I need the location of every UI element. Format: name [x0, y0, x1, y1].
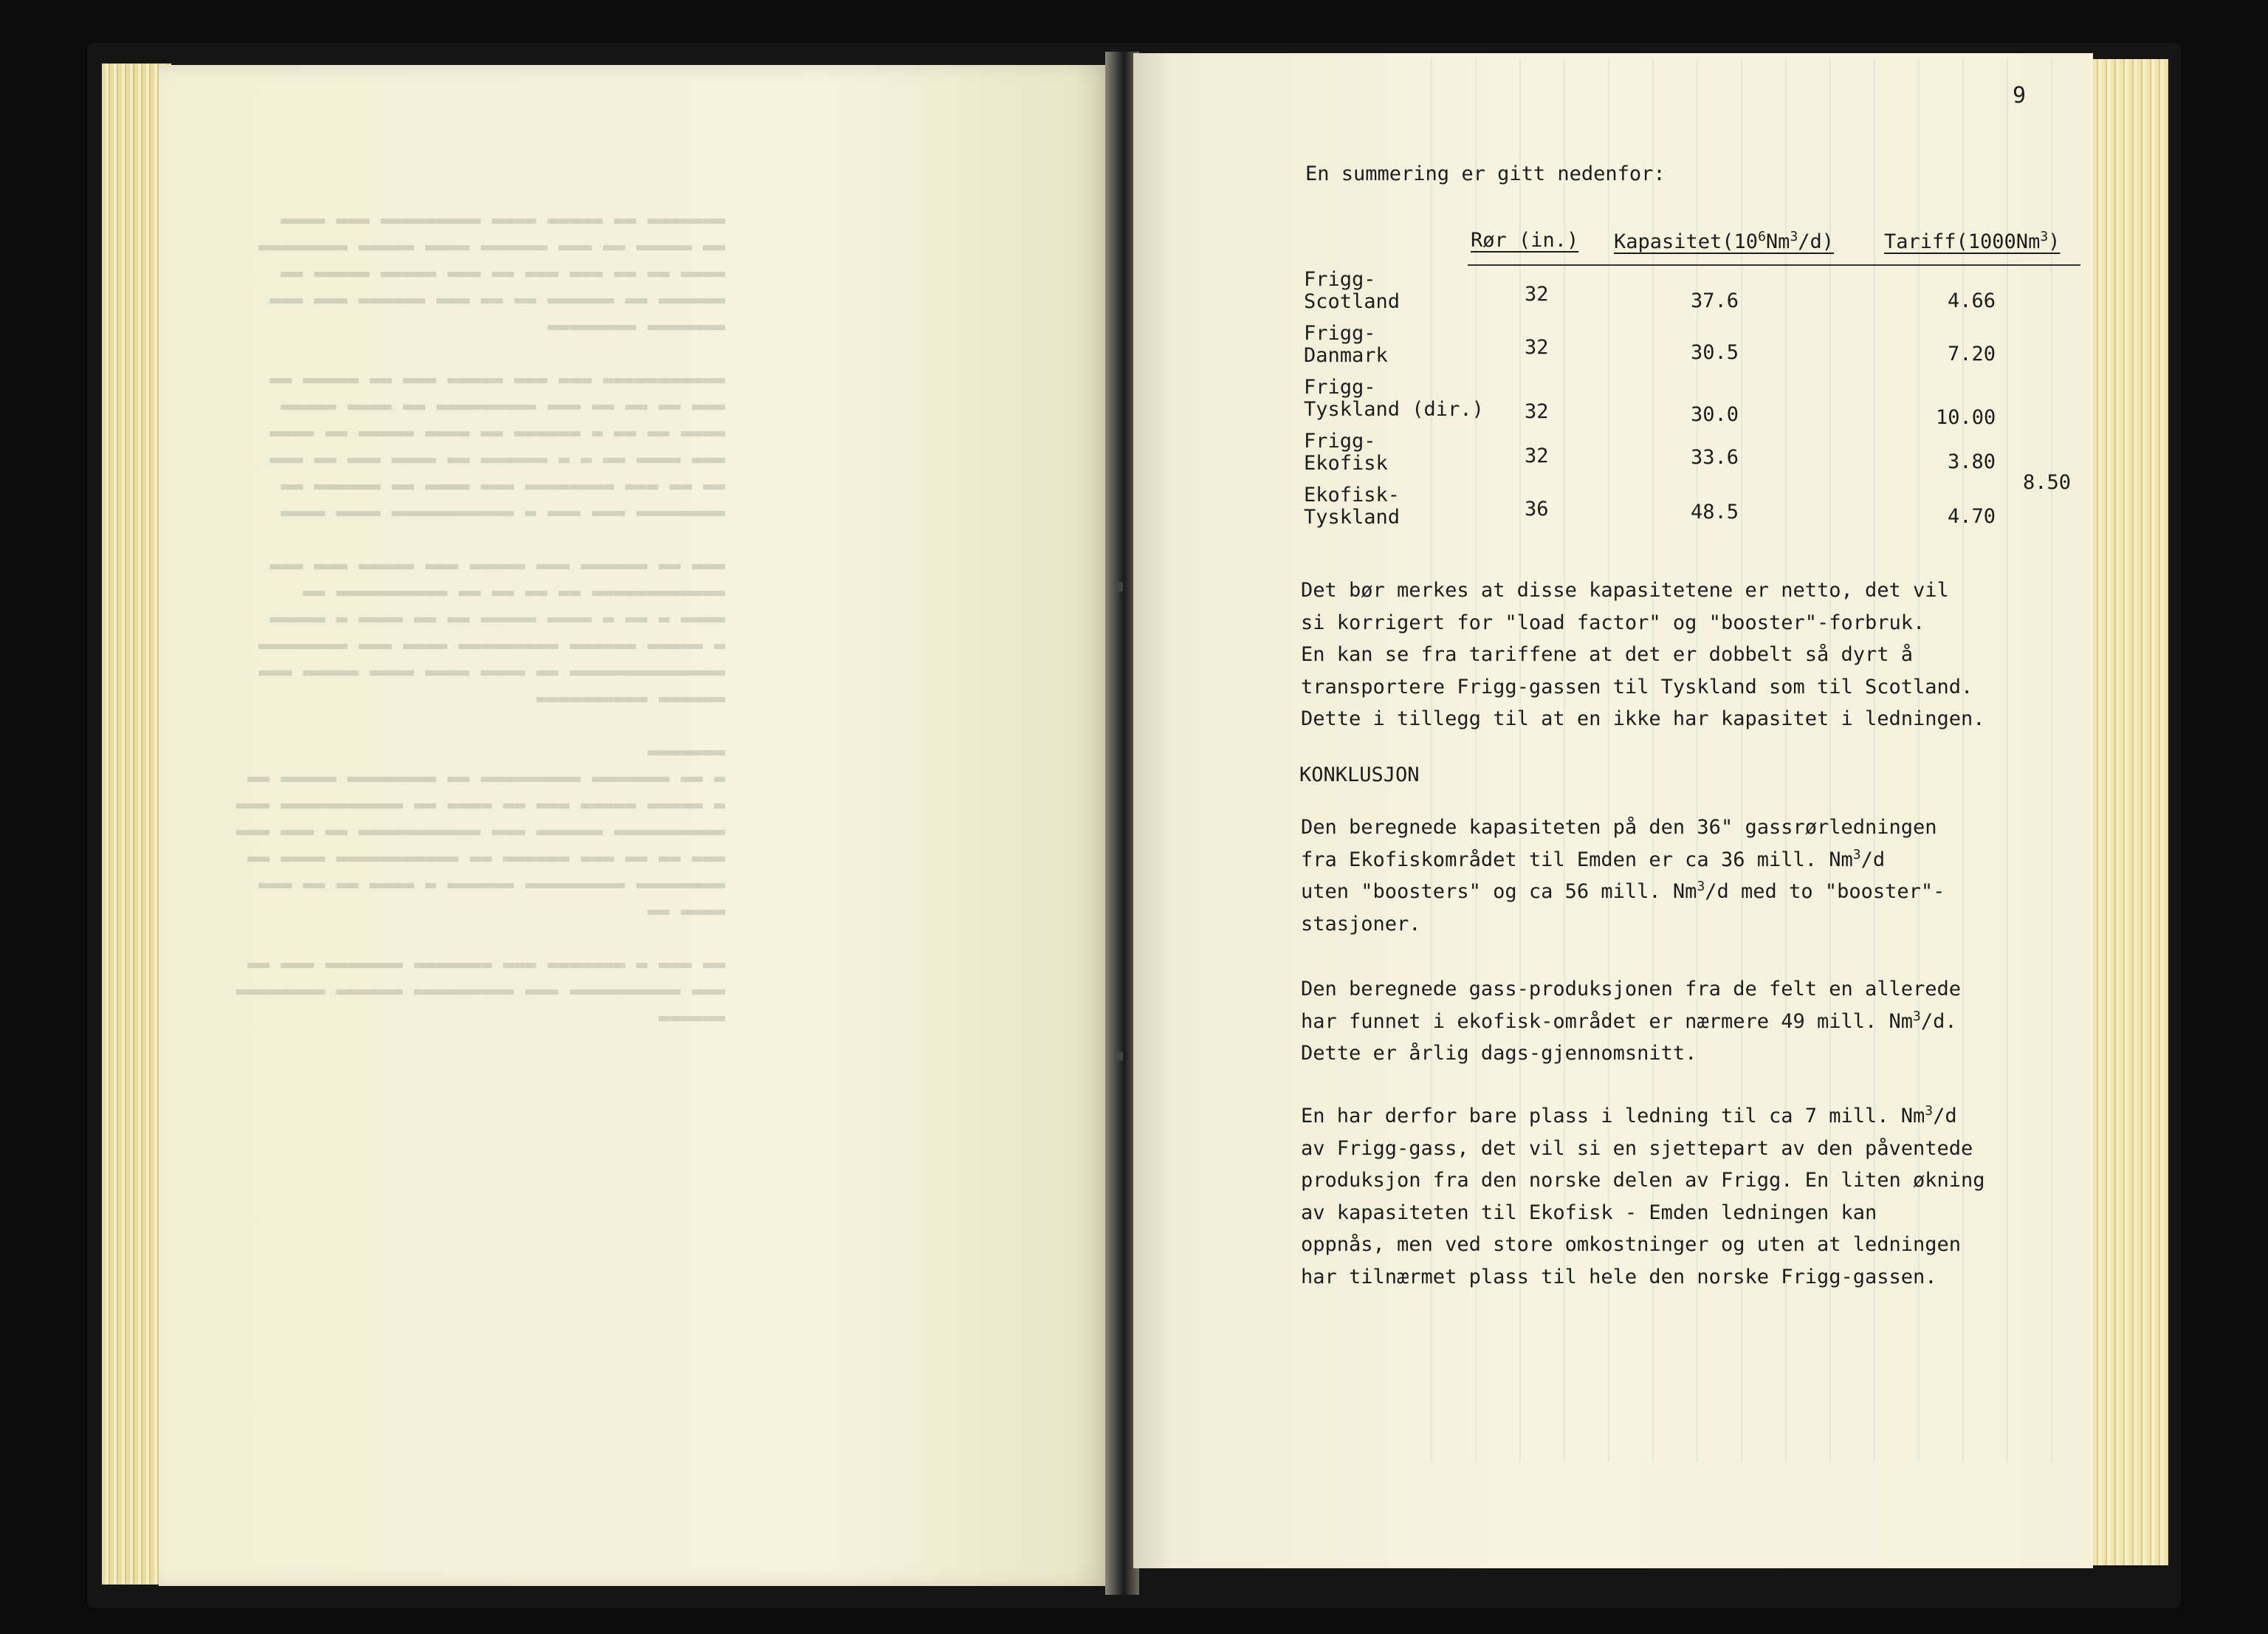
paragraph-produksjon: Den beregnede gass-produksjonen fra de felt en allerede har funnet i ekofisk-området er nærmere 49 mill. Nm$^3$/d. Dette er årlig dags-gjennomsnitt.: [1301, 978, 1962, 1065]
cell-kapasitet: 33.6: [1691, 446, 1739, 469]
margin-note: 8.50: [2023, 471, 2072, 494]
intro-line: En summering er gitt nedenfor:: [1305, 162, 1666, 185]
binding-hole: [1116, 582, 1123, 591]
cell-ror: 36: [1525, 498, 1549, 521]
row-label: Frigg- Danmark: [1304, 322, 1388, 367]
heading-konklusjon: KONKLUSJON: [1299, 763, 1420, 786]
row-label: Frigg- Tyskland (dir.): [1304, 376, 1484, 421]
cell-tariff: 7.20: [1948, 343, 1996, 365]
cell-kapasitet: 48.5: [1691, 501, 1739, 524]
header-tariff: Tariff(1000Nm$^3$): [1884, 229, 2061, 253]
row-label: Frigg- Scotland: [1304, 268, 1401, 313]
cell-ror: 32: [1525, 283, 1549, 306]
paragraph-netto: Det bør merkes at disse kapasitetene er netto, det vil si korrigert for "load factor" og "booster"-forbruk. En kan se fra tariffene at det er dobbelt så dyrt å transportere Frigg-gassen til Tyskland som til Scotland. Dette i tillegg til at en ikke har kapasitet i ledningen.: [1301, 579, 1985, 730]
paragraph-kapasitet: Den beregnede kapasiteten på den 36" gassrørledningen fra Ekofiskområdet til Emden er ca 36 mill. Nm$^3$/d uten "boosters" og ca 56 mill. Nm$^3$/d med to "booster"- stasjoner.: [1301, 816, 1945, 936]
cell-ror: 32: [1525, 444, 1549, 467]
cell-kapasitet: 30.0: [1691, 403, 1739, 426]
cell-ror: 32: [1525, 336, 1549, 359]
left-page-bleed-through: ▬▬▬▬▬▬▬ ▬▬ ▬▬▬▬▬ ▬▬▬▬ ▬▬▬▬▬▬▬▬▬ ▬▬▬ ▬▬▬▬ ▬▬ ▬▬▬▬▬ ▬▬ ▬▬▬ ▬▬▬▬▬▬ ▬▬▬▬ ▬▬▬▬▬ ▬▬▬▬▬▬▬▬ ▬▬▬▬ ▬▬ ▬▬ ▬▬▬ ▬▬▬ ▬▬ ▬▬▬ ▬▬▬▬▬ ▬▬▬▬▬ ▬▬ ▬▬▬▬▬▬ ▬▬ ▬▬▬▬▬▬ ▬▬ ▬▬ ▬▬▬ ▬▬▬▬▬▬ ▬▬▬ ▬▬▬ ▬▬▬▬▬▬▬ ▬▬▬▬▬▬▬▬ ▬▬▬▬▬▬▬▬▬▬▬ ▬▬▬ ▬▬▬ ▬▬▬▬▬ ▬▬▬ ▬▬ ▬▬▬▬▬ ▬▬ ▬▬▬ ▬▬ ▬▬ ▬▬ ▬▬▬ ▬▬▬▬▬▬▬▬▬ ▬▬ ▬▬▬▬ ▬▬▬▬▬ ▬▬▬▬ ▬▬ ▬▬ ▬ ▬▬▬▬▬▬ ▬▬ ▬▬▬▬ ▬▬▬▬▬ ▬▬ ▬▬▬▬ ▬▬▬ ▬▬▬▬ ▬▬ ▬ ▬ ▬▬▬▬▬▬ ▬▬ ▬▬▬▬ ▬▬▬ ▬▬ ▬▬▬ ▬▬ ▬▬ ▬▬▬ ▬▬▬▬▬▬▬▬ ▬▬▬ ▬▬▬▬ ▬▬ ▬▬▬▬▬▬ ▬▬ ▬▬▬▬▬▬▬▬ ▬▬▬ ▬▬▬ ▬ ▬▬▬▬▬▬▬▬▬▬▬ ▬▬▬▬ ▬▬▬▬ ▬▬▬ ▬▬ ▬▬▬▬▬▬ ▬▬▬ ▬▬▬▬▬ ▬▬▬ ▬▬▬▬▬ ▬▬▬ ▬▬▬ ▬▬▬▬▬▬▬▬▬▬▬▬ ▬▬ ▬▬ ▬▬ ▬▬ ▬▬▬▬▬▬▬▬▬▬ ▬▬ ▬▬▬▬ ▬ ▬▬ ▬ ▬▬▬▬ ▬▬▬▬▬ ▬▬ ▬▬ ▬▬▬▬ ▬ ▬▬▬▬▬ ▬ ▬▬▬▬▬ ▬▬▬▬▬▬ ▬▬▬▬▬▬▬▬▬ ▬▬▬▬ ▬▬▬ ▬▬▬▬▬▬▬▬ ▬▬▬▬▬▬▬▬▬▬▬▬▬▬ ▬▬ ▬▬▬▬ ▬▬▬▬ ▬▬▬▬ ▬▬▬▬▬ ▬▬▬ ▬▬▬▬▬▬ ▬▬▬▬▬▬▬▬▬▬ ▬▬▬▬▬▬▬ ▬ ▬▬ ▬▬▬▬▬▬▬ ▬▬▬▬▬▬▬▬▬ ▬▬ ▬▬▬▬▬▬▬▬ ▬▬▬▬▬ ▬▬ ▬ ▬▬▬▬▬ ▬▬▬▬▬ ▬▬▬ ▬▬ ▬▬▬▬ ▬▬ ▬▬▬▬▬▬▬▬▬▬▬ ▬▬▬ ▬▬▬▬▬▬▬▬▬▬ ▬▬▬▬▬▬ ▬▬▬ ▬▬▬▬▬▬▬▬▬▬▬ ▬▬ ▬▬▬ ▬▬▬ ▬▬▬ ▬▬ ▬▬ ▬▬▬ ▬▬▬▬▬▬ ▬▬ ▬▬▬▬▬▬▬▬▬▬▬ ▬▬▬▬ ▬▬ ▬▬▬▬▬▬▬▬ ▬▬▬▬▬▬▬▬▬ ▬▬▬▬▬▬ ▬ ▬▬▬▬ ▬▬ ▬▬ ▬▬▬ ▬▬▬▬ ▬▬ ▬▬ ▬▬▬ ▬ ▬▬▬▬▬▬▬ ▬▬▬ ▬▬▬▬▬▬▬ ▬▬▬▬▬▬▬ ▬▬▬ ▬▬ ▬▬▬ ▬▬▬▬▬▬▬▬▬▬ ▬▬▬ ▬▬▬▬▬▬▬▬▬ ▬▬▬▬▬▬ ▬▬▬▬▬▬▬▬ ▬▬▬▬▬▬: [236, 209, 726, 1028]
header-ror: Rør (in.): [1471, 229, 1579, 252]
paragraph-frigg: En har derfor bare plass i ledning til ca 7 mill. Nm$^3$/d av Frigg-gass, det vil si en sjettepart av den påventede produksjon fra den norske delen av Frigg. En liten økning av kapasiteten til Ekofisk - Emden ledningen kan oppnås, men ved store omkostninger og uten at ledningen har tilnærmet plass til hele den norske Frigg-gassen.: [1301, 1103, 1985, 1288]
header-kapasitet: $Kapasitet(10^6Nm^3/d)$: [1614, 229, 1835, 253]
cell-tariff: 10.00: [1936, 406, 1996, 429]
cell-kapasitet: 37.6: [1691, 289, 1739, 312]
cell-kapasitet: 30.5: [1691, 341, 1739, 364]
binding-hole: [1116, 1051, 1123, 1061]
row-label: Ekofisk- Tyskland: [1304, 484, 1401, 529]
right-page-edges: [2093, 59, 2168, 1565]
header-rule: [1468, 264, 2080, 266]
cell-tariff: 4.66: [1948, 289, 1996, 312]
cell-ror: 32: [1525, 400, 1549, 423]
page-number: 9: [2013, 83, 2027, 109]
row-label: Frigg- Ekofisk: [1304, 430, 1388, 475]
cell-tariff: 4.70: [1948, 505, 1996, 528]
cell-tariff: 3.80: [1948, 450, 1996, 473]
